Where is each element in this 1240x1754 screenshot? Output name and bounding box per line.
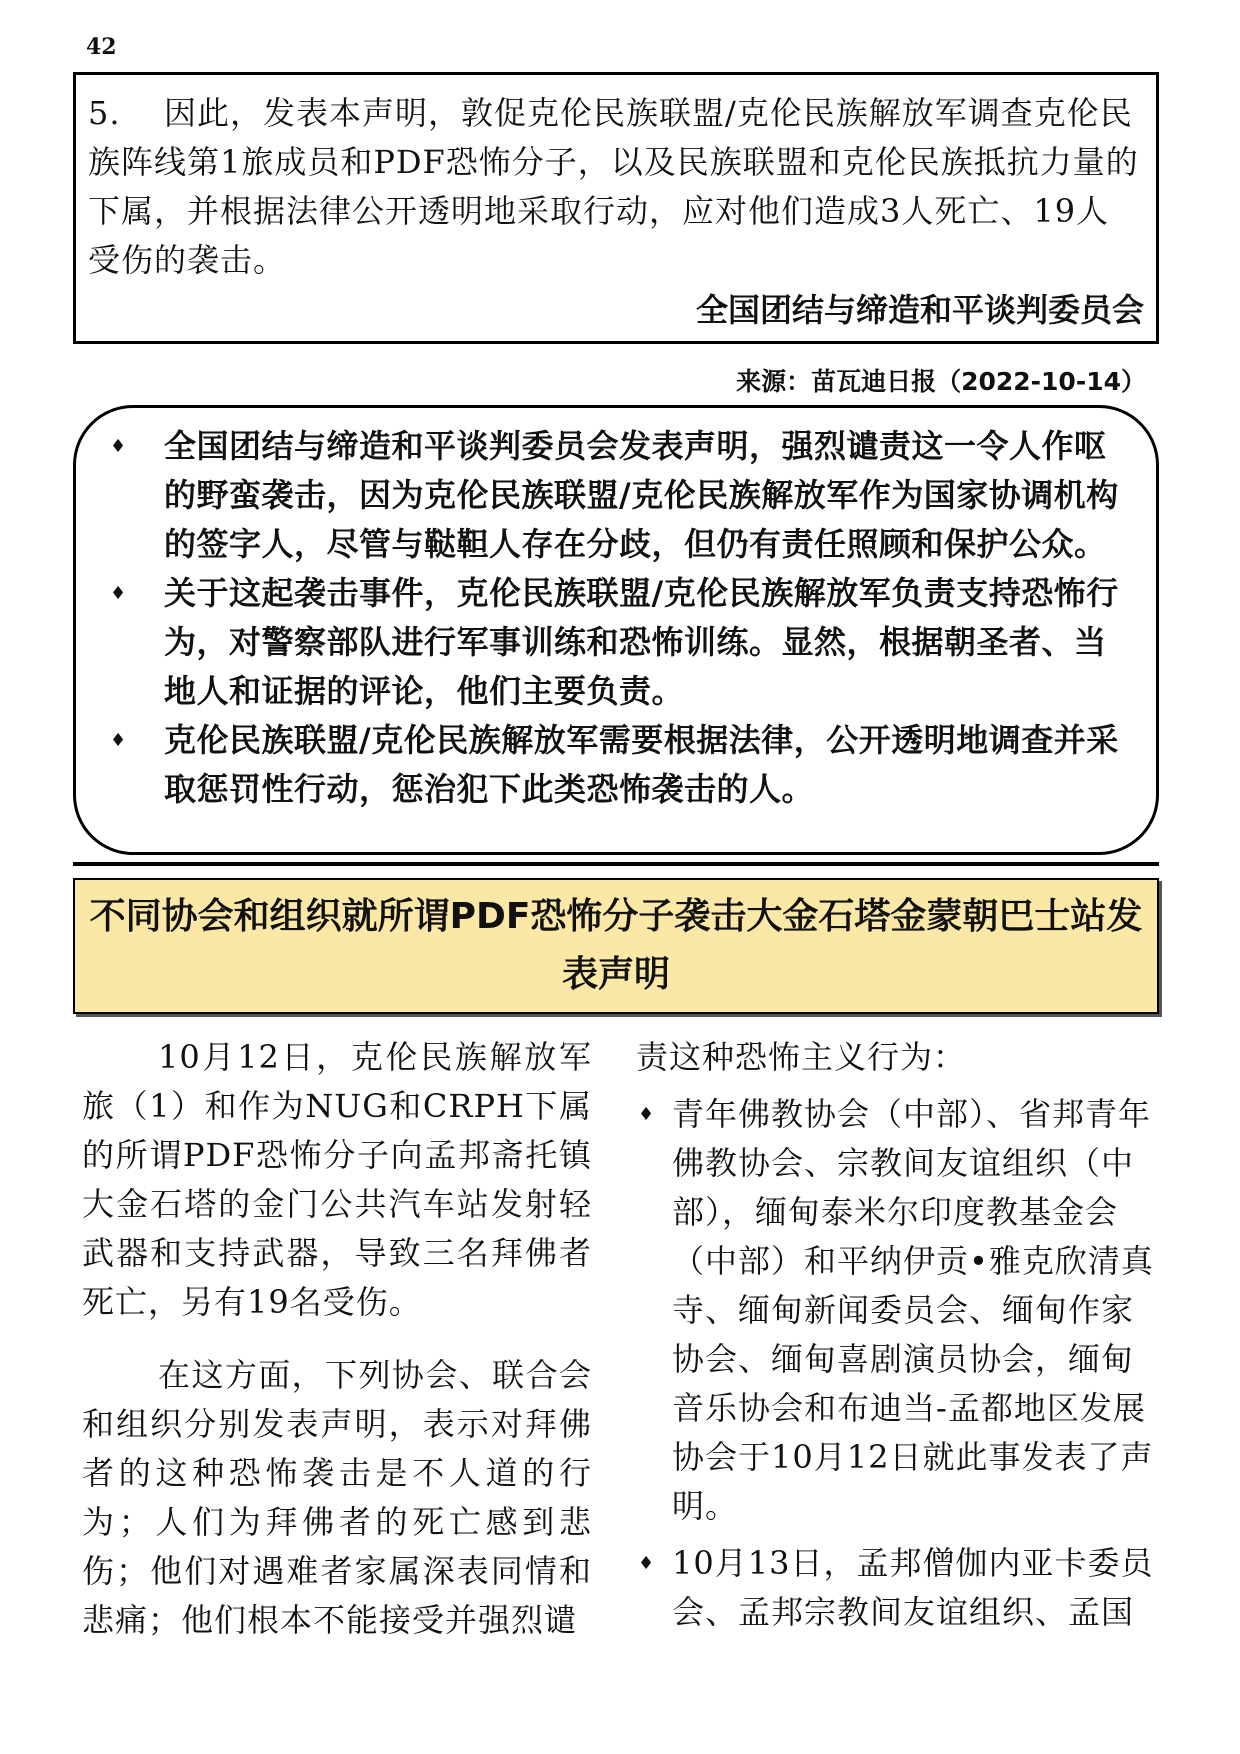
diamond-bullet-icon: ♦ xyxy=(638,1553,656,1574)
comment-text: 克伦民族联盟/克伦民族解放军需要根据法律，公开透明地调查并采取惩罚性行动，惩治犯下此类恐怖袭击的人。 xyxy=(164,721,1119,808)
list-item xyxy=(636,1539,1156,1637)
left-column xyxy=(82,1033,592,1669)
diamond-bullet-icon: ♦ xyxy=(110,583,127,604)
statement-paragraph xyxy=(88,89,1142,285)
body-paragraph: 10月12日，克伦民族解放军旅（1）和作为NUG和CRPH下属的所谓PDF恐怖分子向孟邦斋托镇大金石塔的金门公共汽车站发射轻武器和支持武器，导致三名拜佛者死亡，另有19名受伤。 xyxy=(82,1038,592,1321)
diamond-bullet-icon: ♦ xyxy=(110,436,127,457)
comment-item xyxy=(102,716,1134,814)
right-column xyxy=(636,1033,1156,1645)
statement-signature: 全国团结与缔造和平谈判委员会 xyxy=(695,291,1144,329)
diamond-bullet-icon: ♦ xyxy=(110,730,127,751)
source-citation: 来源：苗瓦迪日报（2022-10-14） xyxy=(736,367,1146,396)
headline-box xyxy=(73,878,1159,1014)
list-item-text: 青年佛教协会（中部）、省邦青年佛教协会、宗教间友谊组织（中部），缅甸泰米尔印度教基金会（中部）和平纳伊贡•雅克欣清真寺、缅甸新闻委员会、缅甸作家协会、缅甸喜剧演员协会，缅甸音乐协会和布迪当-孟都地区发展协会于10月12日就此事发表了声明。 xyxy=(672,1095,1154,1525)
statement-box xyxy=(73,72,1159,344)
comment-box xyxy=(73,405,1159,855)
page-number: 42 xyxy=(86,34,117,60)
diamond-bullet-icon: ♦ xyxy=(638,1104,656,1125)
comment-text: 全国团结与缔造和平谈判委员会发表声明，强烈谴责这一令人作呕的野蛮袭击，因为克伦民族联盟/克伦民族解放军作为国家协调机构的签字人，尽管与鞑靼人存在分歧，但仍有责任照顾和保护公众。 xyxy=(164,427,1119,563)
list-item xyxy=(636,1090,1156,1531)
comment-item xyxy=(102,569,1134,716)
section-divider xyxy=(73,862,1159,866)
body-paragraph: 在这方面，下列协会、联合会和组织分别发表声明，表示对拜佛者的这种恐怖袭击是不人道的行为；人们为拜佛者的死亡感到悲伤；他们对遇难者家属深表同情和悲痛；他们根本不能接受并强烈谴 xyxy=(82,1356,592,1639)
statement-text: 因此，发表本声明，敦促克伦民族联盟/克伦民族解放军调查克伦民族阵线第1旅成员和PDF恐怖分子，以及民族联盟和克伦民族抵抗力量的下属，并根据法律公开透明地采取行动，应对他们造成3人死亡、19人受伤的袭击。 xyxy=(88,94,1139,279)
article-headline: 不同协会和组织就所谓PDF恐怖分子袭击大金石塔金蒙朝巴士站发表声明 xyxy=(89,896,1143,995)
comment-text: 关于这起袭击事件，克伦民族联盟/克伦民族解放军负责支持恐怖行为，对警察部队进行军事训练和恐怖训练。显然，根据朝圣者、当地人和证据的评论，他们主要负责。 xyxy=(164,574,1119,710)
body-paragraph-continued: 责这种恐怖主义行为： xyxy=(636,1038,967,1076)
statement-number: 5. xyxy=(88,94,121,132)
list-item-text: 10月13日，孟邦僧伽内亚卡委员会、孟邦宗教间友谊组织、孟国 xyxy=(672,1544,1154,1631)
comment-item xyxy=(102,422,1134,569)
